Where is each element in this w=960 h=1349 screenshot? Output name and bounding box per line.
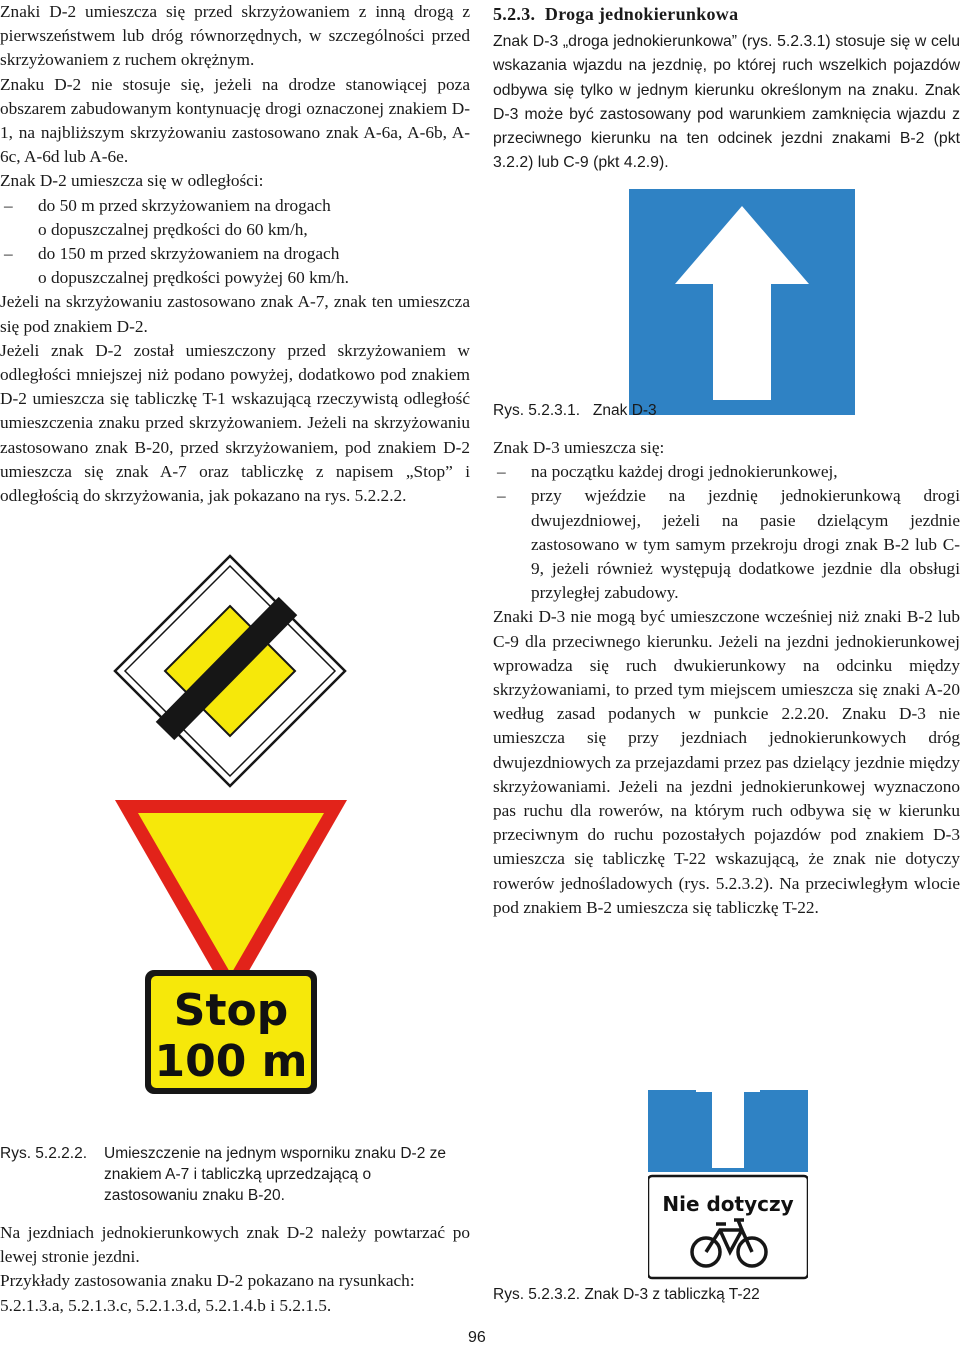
list-item: – do 150 m przed skrzyżowaniem na drogach	[0, 242, 470, 266]
paragraph: Znak D-3 umieszcza się:	[493, 438, 665, 457]
d3-one-way-road-sign	[628, 188, 856, 416]
right-column-body	[493, 436, 960, 920]
d2-end-of-priority-road-sign	[115, 556, 345, 786]
paragraph: Jeżeli na skrzyżowaniu zastosowano znak A-7, znak ten umieszcza się pod znakiem D-2.	[0, 292, 470, 336]
plate-nie-dotyczy-text: Nie dotyczy	[662, 1192, 794, 1216]
list-item: – do 50 m przed skrzyżowaniem na drogach	[0, 194, 470, 218]
paragraph: Znaki D-2 umieszcza się przed skrzyżowaniem z inną drogą z pierwszeństwem lub dróg równorzędnych, w szczególności przed skrzyżowaniem z ruchem okrężnym.	[0, 2, 470, 70]
t22-plate	[648, 1176, 808, 1278]
figure-caption: Rys. 5.2.3.2. Znak D-3 z tabliczką T-22	[493, 1286, 760, 1303]
section-heading	[493, 2, 960, 26]
section-number: 5.2.3.	[493, 4, 536, 24]
list-item-continuation: o dopuszczalnej prędkości do 60 km/h,	[38, 219, 308, 239]
paragraph: Znak D-3 „droga jednokierunkowa” (rys. 5.2.3.1) stosuje się w celu wskazania wjazdu na jezdnię, po której ruch wszelkich pojazdów odbywa się tylko w jednym kierunku określonym na znaku. Znak D-3 może być zastosowany pod warunkiem zamknięcia wjazdu z przeciwnego kierunku na ten odcinek jezdni znakami B-2 (pkt 3.2.2) lub C-9 (pkt 4.2.9).	[493, 33, 960, 172]
right-column-top	[493, 0, 960, 175]
d2-a7-stop-sign-figure	[105, 548, 395, 1108]
caption-label: Rys. 5.2.2.2.	[0, 1145, 88, 1162]
plate-stop-text: Stop	[173, 985, 289, 1036]
paragraph: Znaki D-3 nie mogą być umieszczone wcześniej niż znaki B-2 lub C-9 dla przeciwnego kierunku. Jeżeli na jezdni jednokierunkowej wprowadza się ruch dwukierunkowy na odcinku między skrzyżowaniami, to przed tym miejscem umieszcza się znaki A-20 według zasad podanych w punkcie 2.2.20. Znaku D-3 nie umieszcza się przy jezdniach jednokierunkowych dróg dwujezdniowych za przejazdami przez pas dzielący jezdnie między skrzyżowaniami. Jeżeli na jezdni jednokierunkowej wyznaczono pas ruchu dla rowerów, na którym ruch odbywa się w kierunku przeciwnym do ruchu pozostałych pojazdów pod znakiem D-3 umieszcza się tabliczkę T-22 wskazującą, że znak nie dotyczy rowerów jednośladowych (rys. 5.2.3.2). Na przeciwległym wlocie pod znakiem B-2 umieszcza się tabliczkę T-22.	[493, 607, 960, 917]
plate-distance-text: 100 m	[154, 1036, 308, 1087]
page-number: 96	[468, 1329, 486, 1346]
left-column	[0, 0, 470, 508]
paragraph: Znak D-2 umieszcza się w odległości:	[0, 171, 264, 191]
figure-caption: Rys. 5.2.3.1. Znak D-3	[493, 402, 657, 419]
caption-text: Umieszczenie na jednym wsporniku znaku D-2 ze znakiem A-7 i tabliczką uprzedzającą o zastosowaniu znaku B-20.	[104, 1145, 447, 1204]
list-item-continuation: o dopuszczalnej prędkości powyżej 60 km/h.	[38, 268, 349, 288]
section-title: Droga jednokierunkowa	[544, 4, 739, 24]
list-item: – przy wjeździe na jezdnię jednokierunkową drogi dwujezdniowej, jeżeli na pasie dzielącym jezdnie zastosowano w tym samym przekroju drogi znak B-2 lub C-9, jeżeli również występują dodatkowe jezdnie dla obsługi przyległej zabudowy.	[493, 484, 960, 605]
stop-distance-plate	[145, 970, 317, 1094]
paragraph: Znaku D-2 nie stosuje się, jeżeli na drodze stanowiącej poza obszarem zabudowanym kontynuację drogi oznaczonej znakiem D-1, na najbliższym skrzyżowaniu zastosowano znak A-6a, A-6b, A-6c, A-6d lub A-6e.	[0, 74, 470, 167]
list-item: – na początku każdej drogi jednokierunkowej,	[493, 460, 960, 484]
paragraph: Jeżeli znak D-2 został umieszczony przed skrzyżowaniem w odległości mniejszej niż podano powyżej, dodatkowo pod znakiem D-2 umieszcza się tabliczkę T-1 wskazującą rzeczywistą odległość umieszczenia znaku przed skrzyżowaniem. Jeżeli na skrzyżowaniu zastosowano znak B-20, przed skrzyżowaniem, pod znakiem D-2 umieszcza się znak A-7 oraz tabliczkę z napisem „Stop” i odległością do skrzyżowania, jak pokazano na rys. 5.2.2.2.	[0, 340, 470, 506]
d3-with-t22-plate	[648, 1090, 808, 1280]
paragraph: Na jezdniach jednokierunkowych znak D-2 należy powtarzać po lewej stronie jezdni.	[0, 1223, 470, 1267]
left-column-bottom	[0, 1221, 470, 1318]
paragraph: Przykłady zastosowania znaku D-2 pokazano na rysunkach: 5.2.1.3.a, 5.2.1.3.c, 5.2.1.3.d, 5.2.1.4.b i 5.2.1.5.	[0, 1271, 415, 1315]
